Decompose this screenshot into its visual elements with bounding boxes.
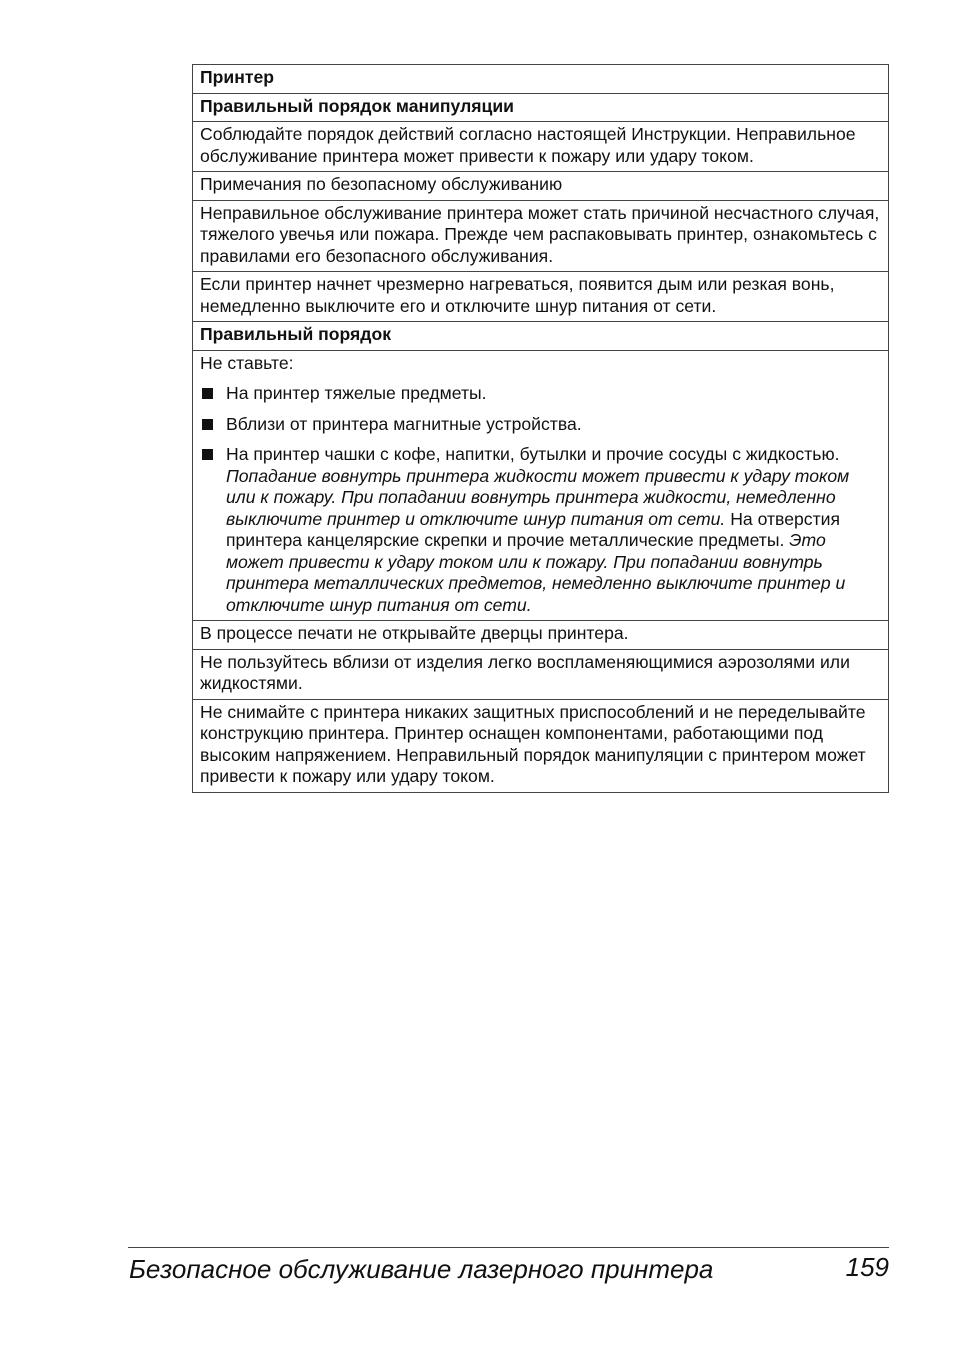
do-not-place-cell — [193, 351, 888, 622]
bullet-text: На принтер чашки с кофе, напитки, бутылки и прочие сосуды с жидкостью. — [226, 444, 840, 464]
bullet-list — [200, 383, 881, 616]
notes-title: Примечания по безопасному обслуживанию — [193, 172, 888, 201]
doors-text: В процессе печати не открывайте дверцы принтера. — [193, 621, 888, 650]
safety-table — [192, 64, 889, 793]
section-title-handling: Правильный порядок манипуляции — [193, 94, 888, 123]
square-bullet-icon — [202, 449, 213, 460]
covers-text: Не снимайте с принтера никаких защитных приспособлений и не переделывайте конструкцию принтера. Принтер оснащен компонентами, работающими под высоким напряжением. Неправильный порядок манипуляции с принтером может привести к пожару или удару током. — [200, 701, 866, 786]
section-title-order: Правильный порядок — [193, 322, 888, 351]
square-bullet-icon — [202, 388, 213, 399]
square-bullet-icon — [202, 419, 213, 430]
footer-title: Безопасное обслуживание лазерного принтера — [129, 1254, 714, 1284]
page-number: 159 — [845, 1252, 889, 1282]
bullet-warning-text: Попадание вовнутрь принтера жидкости может привести к удару током или к пожару. При попадании вовнутрь принтера жидкости, немедленно выключите принтер и отключите шнур питания от сети. — [226, 465, 850, 529]
table-header: Принтер — [193, 65, 888, 94]
list-item — [200, 383, 881, 405]
bullet-text: На отверстия принтера канцелярские скрепки и прочие металлические предметы. — [226, 508, 840, 550]
handling-text: Соблюдайте порядок действий согласно настоящей Инструкции. Неправильное обслуживание принтера может привести к пожару или удару током. — [193, 122, 888, 172]
bullet-text: Вблизи от принтера магнитные устройства. — [226, 413, 582, 434]
bullet-text: На принтер тяжелые предметы. — [226, 383, 487, 403]
bullet-warning-text: Это может привести к удару током или к пожару. При попадании вовнутрь принтера металлических предметов, немедленно выключите принтер и отключите шнур питания от сети. — [226, 530, 846, 615]
notes-text: Неправильное обслуживание принтера может стать причиной несчастного случая, тяжелого увечья или пожара. Прежде чем распаковывать принтер, ознакомьтесь с правилами его безопасного обслуживания. — [193, 201, 888, 273]
list-item — [200, 414, 881, 436]
do-not-place-label: Не ставьте: — [200, 352, 294, 373]
overheat-text: Если принтер начнет чрезмерно нагреваться, появится дым или резкая вонь, немедленно выключите его и отключите шнур питания от сети. — [193, 272, 888, 322]
footer-divider — [128, 1247, 889, 1248]
list-item — [200, 444, 881, 616]
aerosol-text: Не пользуйтесь вблизи от изделия легко воспламеняющимися аэрозолями или жидкостями. — [193, 650, 888, 700]
